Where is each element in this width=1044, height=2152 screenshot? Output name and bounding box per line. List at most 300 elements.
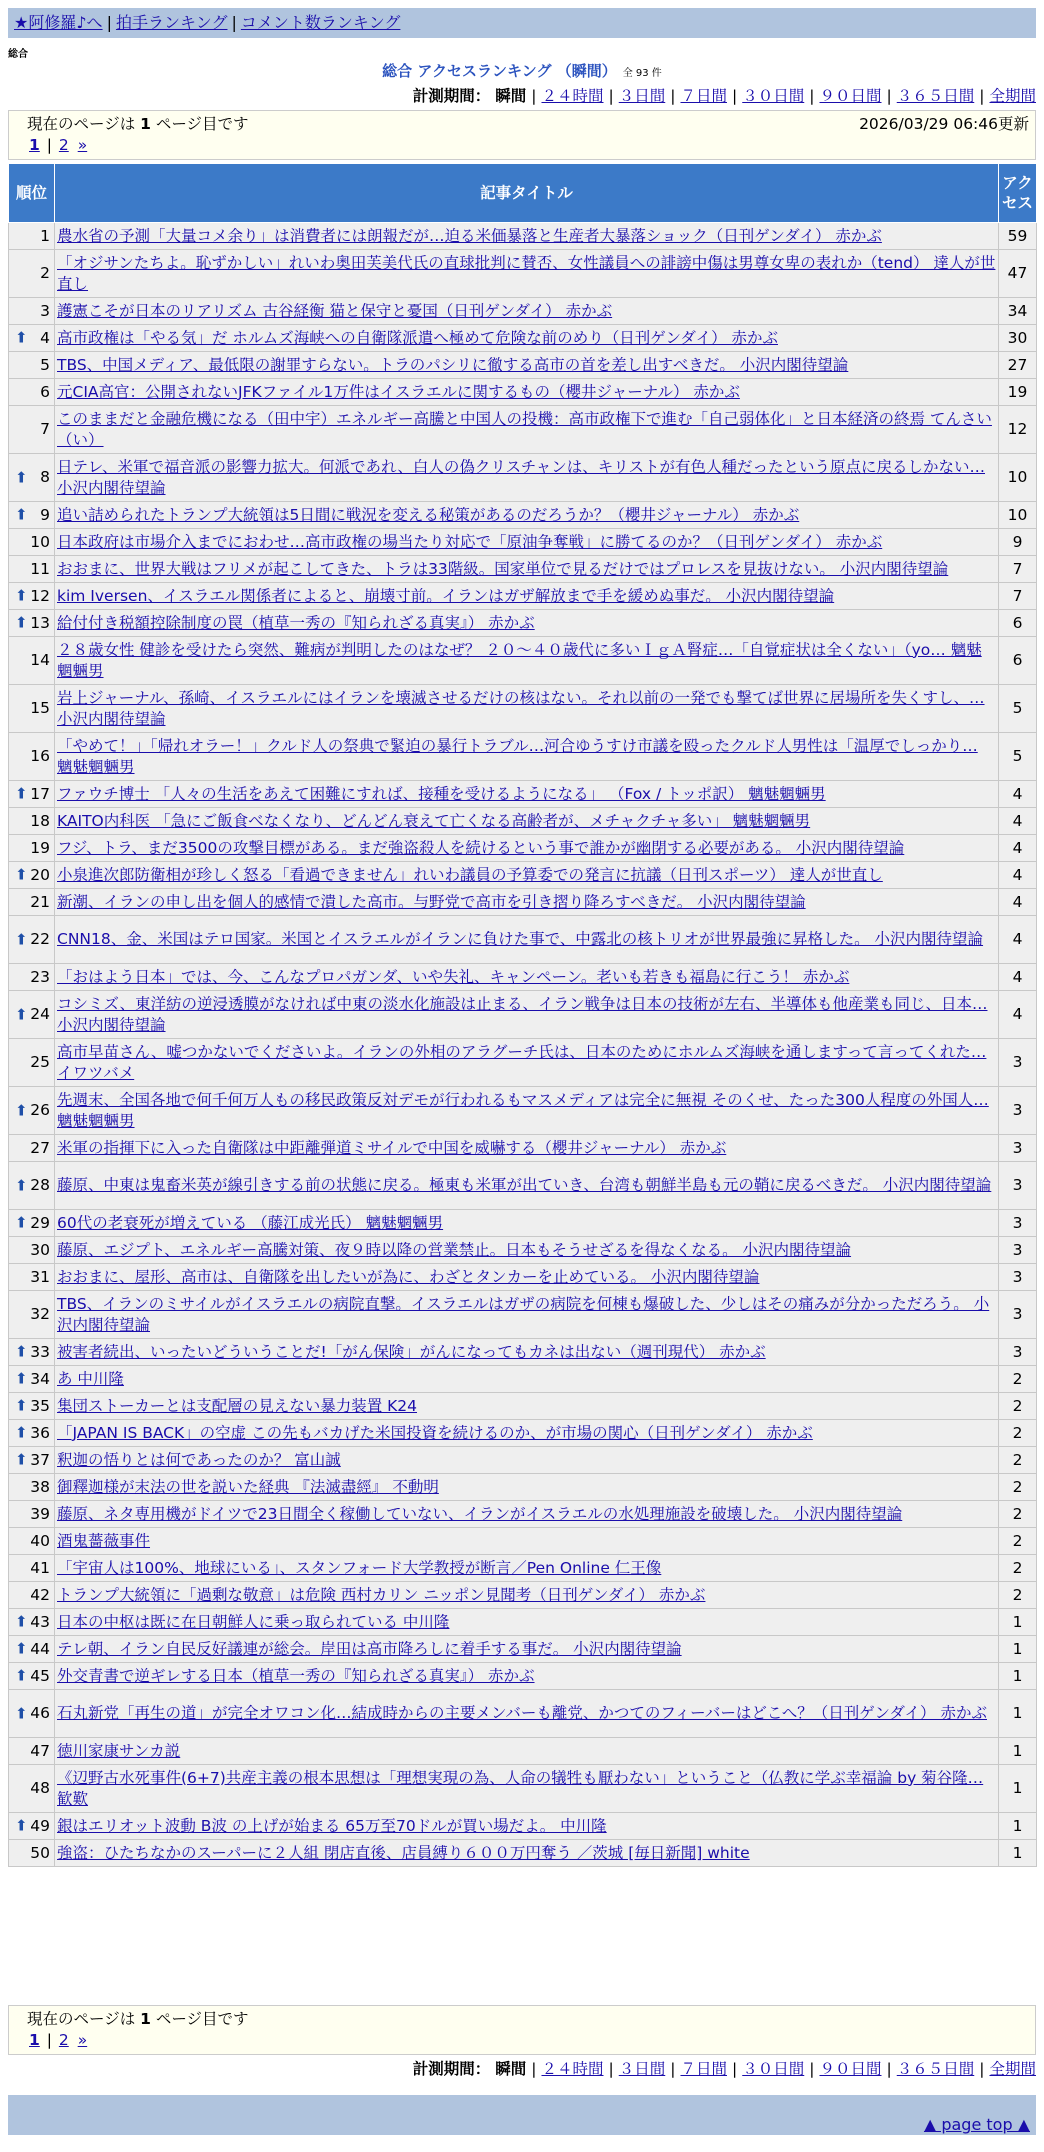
rank-cell — [9, 1447, 55, 1474]
rank-cell — [9, 1420, 55, 1447]
access-count: 1 — [999, 1738, 1037, 1765]
rank-cell — [9, 991, 55, 1039]
access-count: 1 — [999, 1663, 1037, 1690]
article-link[interactable]: 「JAPAN IS BACK」の空虚 この先もバカげた米国投資を続けるのか、が市場の関心（日刊ゲンダイ） 赤かぶ — [57, 1423, 813, 1442]
table-row — [9, 352, 1037, 379]
rank-number: 10 — [30, 532, 50, 551]
article-link[interactable]: おおまに、世界大戦はフリメが起こしてきた、トラは33階級。国家単位で見るだけではプロレスを見抜けない。 小沢内閣待望論 — [57, 559, 949, 578]
period-link-365d[interactable]: ３６５日間 — [896, 2060, 975, 2078]
up-arrow-icon: ⬆ — [15, 1176, 28, 1194]
pagination: 1 | 2 » — [29, 136, 88, 154]
table-row — [9, 406, 1037, 454]
article-link[interactable]: トランプ大統領に「過剰な敬意」は危険 西村カリン ニッポン見聞考（日刊ゲンダイ） 赤かぶ — [57, 1585, 706, 1604]
article-link[interactable]: CNN18、金、米国はテロ国家。米国とイスラエルがイランに負けた事で、中露北の核トリオが世界最強に昇格した。 小沢内閣待望論 — [57, 930, 984, 948]
access-count: 2 — [999, 1528, 1037, 1555]
table-row — [9, 529, 1037, 556]
period-link-7d[interactable]: ７日間 — [680, 2060, 727, 2078]
rank-number: 14 — [30, 651, 50, 669]
rank-cell — [9, 406, 55, 454]
rank-cell — [9, 298, 55, 325]
up-arrow-icon: ⬆ — [15, 930, 28, 948]
rank-cell — [9, 583, 55, 610]
rank-cell — [9, 862, 55, 889]
title-cell — [55, 964, 999, 991]
rank-number: 22 — [30, 930, 50, 948]
article-link[interactable]: 護憲こそが日本のリアリズム 古谷経衡 猫と保守と憂国（日刊ゲンダイ） 赤かぶ — [57, 301, 613, 320]
period-selector-bottom: 計測期間： 瞬間 | ２４時間 | ３日間 | ７日間 | ３０日間 | ９０日間 | ３６５日間 | 全期間 — [412, 2060, 1036, 2078]
article-link[interactable]: テレ朝、イラン自民反好議連が総会。岸田は高市降ろしに着手する事だ。 小沢内閣待望論 — [57, 1639, 682, 1658]
rank-cell — [9, 889, 55, 916]
title-cell — [55, 781, 999, 808]
table-header-row — [9, 164, 1037, 223]
rank-number: 41 — [30, 1558, 50, 1577]
up-arrow-icon: ⬆ — [15, 613, 28, 632]
access-count: 5 — [999, 733, 1037, 781]
title-cell — [55, 889, 999, 916]
table-row — [9, 1840, 1037, 1867]
page-link-1[interactable]: 1 — [29, 2031, 40, 2049]
title-cell — [55, 502, 999, 529]
article-link[interactable]: 日テレ、米軍で福音派の影響力拡大。何派であれ、白人の偽クリスチャンは、キリストが有色人種だったという原点に戻るしかない… 小沢内閣待望論 — [57, 457, 985, 497]
title-cell — [55, 1237, 999, 1264]
rank-number: 3 — [40, 301, 50, 320]
rank-cell — [9, 529, 55, 556]
article-link[interactable]: 小泉進次郎防衛相が珍しく怒る「看過できません」れいわ議員の予算委での発言に抗議（日刊スポーツ） 達人が世直し — [57, 865, 883, 884]
pager-bottom — [8, 2005, 1036, 2055]
page-top-link[interactable]: ▲ page top ▲ — [923, 2115, 1030, 2134]
period-link-24h[interactable]: ２４時間 — [541, 2060, 604, 2078]
title-cell — [55, 733, 999, 781]
table-row — [9, 862, 1037, 889]
title-cell — [55, 1555, 999, 1582]
rank-number: 17 — [30, 784, 50, 803]
access-count: 2 — [999, 1420, 1037, 1447]
rank-cell — [9, 556, 55, 583]
rank-number: 25 — [30, 1053, 50, 1071]
article-link[interactable]: 日本の中枢は既に在日朝鮮人に乗っ取られている 中川隆 — [57, 1612, 450, 1631]
rank-cell — [9, 1528, 55, 1555]
rank-number: 2 — [40, 264, 50, 282]
article-link[interactable]: 外交青書で逆ギレする日本（植草一秀の『知られざる真実』） 赤かぶ — [57, 1666, 535, 1685]
title-cell — [55, 325, 999, 352]
table-row — [9, 1447, 1037, 1474]
table-row — [9, 1738, 1037, 1765]
rank-number: 9 — [40, 505, 50, 524]
access-count: 3 — [999, 1135, 1037, 1162]
rank-number: 8 — [40, 468, 50, 486]
rank-number: 6 — [40, 382, 50, 401]
title-cell — [55, 406, 999, 454]
rank-number: 28 — [30, 1176, 50, 1194]
rank-number: 44 — [30, 1639, 50, 1658]
rank-number: 43 — [30, 1612, 50, 1631]
clap-ranking-link[interactable]: 拍手ランキング — [115, 13, 228, 32]
article-link[interactable]: 石丸新党「再生の道」が完全オワコン化…結成時からの主要メンバーも離党、かつてのフィーバーはどこへ？（日刊ゲンダイ） 赤かぶ — [57, 1704, 987, 1722]
rank-cell — [9, 1609, 55, 1636]
title-header: 記事タイトル — [55, 164, 999, 223]
access-count: 30 — [999, 325, 1037, 352]
article-link[interactable]: 集団ストーカーとは支配層の見えない暴力装置 K24 — [57, 1396, 418, 1415]
access-count: 4 — [999, 781, 1037, 808]
access-count: 4 — [999, 889, 1037, 916]
table-row — [9, 1690, 1037, 1738]
table-row — [9, 1393, 1037, 1420]
table-row — [9, 1582, 1037, 1609]
period-link-90d[interactable]: ９０日間 — [819, 2060, 882, 2078]
rank-cell — [9, 1162, 55, 1210]
title-cell — [55, 685, 999, 733]
rank-number: 18 — [30, 811, 50, 830]
title-cell — [55, 610, 999, 637]
article-link[interactable]: 銀はエリオット波動 B波 の上げが始まる 65万至70ドルが買い場だよ。 中川隆 — [57, 1816, 607, 1835]
access-count: 4 — [999, 808, 1037, 835]
table-row — [9, 1765, 1037, 1813]
title-cell — [55, 529, 999, 556]
access-count: 10 — [999, 502, 1037, 529]
rank-cell — [9, 1582, 55, 1609]
table-row — [9, 964, 1037, 991]
article-link[interactable]: フジ、トラ、まだ3500の攻撃目標がある。まだ強盗殺人を続けるという事で誰かが幽閉する必要がある。 小沢内閣待望論 — [57, 838, 905, 857]
article-link[interactable]: 酒鬼薔薇事件 — [57, 1531, 151, 1550]
article-link[interactable]: TBS、中国メディア、最低限の謝罪すらない。トラのパシリに徹する高市の首を差し出すべきだ。 小沢内閣待望論 — [57, 355, 849, 374]
table-row — [9, 1135, 1037, 1162]
access-count: 10 — [999, 454, 1037, 502]
period-label: 計測期間： — [412, 2060, 491, 2078]
rank-number: 30 — [30, 1240, 50, 1259]
table-row — [9, 685, 1037, 733]
period-link-90d[interactable]: ９０日間 — [819, 87, 882, 105]
rank-cell — [9, 835, 55, 862]
rank-cell — [9, 1210, 55, 1237]
up-arrow-icon: ⬆ — [15, 1704, 28, 1722]
title-cell — [55, 1291, 999, 1339]
rank-number: 37 — [30, 1450, 50, 1469]
access-count: 5 — [999, 685, 1037, 733]
period-link-24h[interactable]: ２４時間 — [541, 87, 604, 105]
table-row — [9, 1813, 1037, 1840]
period-link-3d[interactable]: ３日間 — [618, 2060, 666, 2078]
rank-number: 5 — [40, 355, 50, 374]
article-link[interactable]: 新潮、イランの申し出を個人的感情で潰した高市。与野党で高市を引き摺り降ろすべきだ。 小沢内閣待望論 — [57, 892, 806, 911]
page-title — [0, 60, 1044, 81]
access-count: 1 — [999, 1690, 1037, 1738]
ranking-table — [8, 163, 1037, 1867]
article-link[interactable]: 藤原、エジプト、エネルギー高騰対策、夜９時以降の営業禁止。日本もそうせざるを得なくなる。 小沢内閣待望論 — [57, 1240, 852, 1259]
article-link[interactable]: kim Iversen、イスラエル関係者によると、崩壊寸前。イランはガザ解放まで手を緩めぬ事だ。 小沢内閣待望論 — [57, 586, 835, 605]
rank-cell — [9, 1039, 55, 1087]
up-arrow-icon: ⬆ — [15, 1450, 28, 1469]
access-count: 47 — [999, 250, 1037, 298]
access-count: 3 — [999, 1339, 1037, 1366]
article-link[interactable]: 岩上ジャーナル、孫崎、イスラエルにはイランを壊滅させるだけの核はない。それ以前の一発でも撃てば世界に居場所を失くすし、… 小沢内閣待望論 — [57, 688, 985, 728]
article-link[interactable]: 釈迦の悟りとは何であったのか？ 富山誠 — [57, 1450, 341, 1469]
table-row — [9, 223, 1037, 250]
rank-number: 11 — [30, 559, 50, 578]
access-header: アクセス — [999, 164, 1037, 223]
access-count: 4 — [999, 964, 1037, 991]
table-row — [9, 250, 1037, 298]
access-count: 4 — [999, 835, 1037, 862]
table-row — [9, 1663, 1037, 1690]
section-label: 総合 — [8, 49, 28, 60]
up-arrow-icon: ⬆ — [15, 328, 28, 347]
rank-number: 4 — [40, 328, 50, 347]
rank-cell — [9, 1135, 55, 1162]
up-arrow-icon: ⬆ — [15, 1666, 28, 1685]
title-cell — [55, 1210, 999, 1237]
title-cell — [55, 1813, 999, 1840]
rank-number: 27 — [30, 1138, 50, 1157]
rank-number: 21 — [30, 892, 50, 911]
access-count: 6 — [999, 610, 1037, 637]
access-count: 34 — [999, 298, 1037, 325]
rank-cell — [9, 1555, 55, 1582]
title-cell — [55, 454, 999, 502]
article-link[interactable]: 「オジサンたちよ。恥ずかしい」れいわ奥田芙美代氏の直球批判に賛否、女性議員への誹謗中傷は男尊女卑の表れか（tend） 達人が世直し — [57, 253, 996, 293]
page-link-1[interactable]: 1 — [29, 136, 40, 154]
article-link[interactable]: 先週末、全国各地で何千何万人もの移民政策反対デモが行われるもマスメディアは完全に無視 そのくせ、たった300人程度の外国人… 魑魅魍魎男 — [57, 1090, 989, 1130]
table-row — [9, 637, 1037, 685]
title-cell — [55, 1738, 999, 1765]
page-next-link[interactable]: » — [77, 2031, 88, 2049]
rank-cell — [9, 685, 55, 733]
pager-top — [8, 110, 1036, 160]
table-row — [9, 1366, 1037, 1393]
article-link[interactable]: TBS、イランのミサイルがイスラエルの病院直撃。イスラエルはガザの病院を何棟も爆破した、少しはその痛みが分かっただろう。 小沢内閣待望論 — [57, 1294, 990, 1334]
rank-number: 36 — [30, 1423, 50, 1442]
title-cell — [55, 1765, 999, 1813]
rank-number: 32 — [30, 1305, 50, 1323]
page-link-2[interactable]: 2 — [58, 136, 69, 154]
article-link[interactable]: 元CIA高官：公開されないJFKファイル1万件はイスラエルに関するもの（櫻井ジャーナル） 赤かぶ — [57, 382, 740, 401]
up-arrow-icon: ⬆ — [15, 865, 28, 884]
period-link-all[interactable]: 全期間 — [989, 2060, 1036, 2078]
table-row — [9, 1339, 1037, 1366]
comment-ranking-link[interactable]: コメント数ランキング — [240, 13, 401, 32]
table-row — [9, 556, 1037, 583]
table-row — [9, 502, 1037, 529]
access-count: 2 — [999, 1366, 1037, 1393]
access-count: 7 — [999, 556, 1037, 583]
title-cell — [55, 1663, 999, 1690]
article-link[interactable]: このままだと金融危機になる（田中宇）エネルギー高騰と中国人の投機：高市政権下で進む「自己弱体化」と日本経済の終焉 てんさい（い） — [57, 409, 992, 449]
period-current: 瞬間 — [495, 2060, 527, 2078]
access-count: 2 — [999, 1393, 1037, 1420]
article-link[interactable]: 「おはよう日本」では、今、こんなプロパガンダ、いや失礼、キャンペーン。老いも若きも福島に行こう！ 赤かぶ — [57, 967, 850, 986]
rank-number: 38 — [30, 1477, 50, 1496]
period-link-all[interactable]: 全期間 — [989, 87, 1036, 105]
table-row — [9, 1420, 1037, 1447]
up-arrow-icon: ⬆ — [15, 1639, 28, 1658]
period-link-30d[interactable]: ３０日間 — [742, 2060, 805, 2078]
article-link[interactable]: ファウチ博士 「人々の生活をあえて困難にすれば、接種を受けるようになる」 （Fox / トッポ訳） 魑魅魍魎男 — [57, 784, 826, 803]
rank-cell — [9, 916, 55, 964]
table-row — [9, 781, 1037, 808]
rank-number: 1 — [40, 226, 50, 245]
up-arrow-icon: ⬆ — [15, 1369, 28, 1388]
article-link[interactable]: 高市政権は「やる気」だ ホルムズ海峡への自衛隊派遣へ極めて危険な前のめり（日刊ゲンダイ） 赤かぶ — [57, 328, 778, 347]
bottom-bar — [8, 2095, 1036, 2135]
article-link[interactable]: 農水省の予測「大量コメ余り」は消費者には朗報だが…迫る米価暴落と生産者大暴落ショック（日刊ゲンダイ） 赤かぶ — [57, 226, 882, 245]
rank-cell — [9, 1339, 55, 1366]
table-row — [9, 583, 1037, 610]
rank-number: 33 — [30, 1342, 50, 1361]
article-link[interactable]: KAITO内科医 「急にご飯食べなくなり、どんどん衰えて亡くなる高齢者が、メチャクチャ多い」 魑魅魍魎男 — [57, 811, 811, 830]
up-arrow-icon: ⬆ — [15, 586, 28, 605]
access-count: 12 — [999, 406, 1037, 454]
home-link[interactable]: ★阿修羅♪へ — [14, 13, 103, 32]
rank-number: 24 — [30, 1005, 50, 1023]
table-row — [9, 835, 1037, 862]
access-count: 3 — [999, 1210, 1037, 1237]
access-count: 2 — [999, 1555, 1037, 1582]
nav-separator: | — [231, 13, 237, 32]
rank-cell — [9, 637, 55, 685]
title-cell — [55, 1501, 999, 1528]
rank-cell — [9, 325, 55, 352]
article-link[interactable]: 強盗：ひたちなかのスーパーに２人組 閉店直後、店員縛り６００万円奪う ／茨城 [毎日新聞] white — [57, 1843, 750, 1862]
access-count: 6 — [999, 637, 1037, 685]
rank-cell — [9, 808, 55, 835]
title-cell — [55, 1135, 999, 1162]
rank-number: 31 — [30, 1267, 50, 1286]
table-row — [9, 1087, 1037, 1135]
title-cell — [55, 1366, 999, 1393]
article-link[interactable]: 60代の老衰死が増えている （藤江成光氏） 魑魅魍魎男 — [57, 1213, 444, 1232]
ranking-title: 総合 アクセスランキング （瞬間） — [382, 62, 617, 80]
table-row — [9, 1501, 1037, 1528]
total-count: 全 93 件 — [622, 68, 662, 79]
rank-cell — [9, 1366, 55, 1393]
rank-cell — [9, 1237, 55, 1264]
rank-number: 46 — [30, 1704, 50, 1722]
access-count: 3 — [999, 1264, 1037, 1291]
title-cell — [55, 1162, 999, 1210]
rank-cell — [9, 1636, 55, 1663]
table-row — [9, 889, 1037, 916]
access-count: 1 — [999, 1765, 1037, 1813]
table-row — [9, 1237, 1037, 1264]
rank-number: 29 — [30, 1213, 50, 1232]
page-next-link[interactable]: » — [77, 136, 88, 154]
pagination: 1 | 2 » — [29, 2031, 88, 2049]
title-cell — [55, 1690, 999, 1738]
rank-cell — [9, 1813, 55, 1840]
article-link[interactable]: 追い詰められたトランプ大統領は5日間に戦況を変える秘策があるのだろうか？（櫻井ジャーナル） 赤かぶ — [57, 505, 800, 524]
period-link-30d[interactable]: ３０日間 — [742, 87, 805, 105]
rank-cell — [9, 1474, 55, 1501]
rank-number: 23 — [30, 967, 50, 986]
access-count: 2 — [999, 1447, 1037, 1474]
current-page-text: 現在のページは 1 ページ目です — [27, 2010, 249, 2028]
up-arrow-icon: ⬆ — [15, 1005, 28, 1023]
up-arrow-icon: ⬆ — [15, 468, 28, 486]
rank-number: 47 — [30, 1741, 50, 1760]
title-cell — [55, 1087, 999, 1135]
table-row — [9, 1636, 1037, 1663]
rank-cell — [9, 1765, 55, 1813]
rank-number: 13 — [30, 613, 50, 632]
access-count: 4 — [999, 862, 1037, 889]
nav-separator: | — [106, 13, 112, 32]
rank-number: 42 — [30, 1585, 50, 1604]
title-cell — [55, 991, 999, 1039]
table-row — [9, 379, 1037, 406]
rank-number: 20 — [30, 865, 50, 884]
rank-cell — [9, 733, 55, 781]
title-cell — [55, 808, 999, 835]
article-link[interactable]: おおまに、屋形、高市は、自衛隊を出したいが為に、わざとタンカーを止めている。 小沢内閣待望論 — [57, 1267, 760, 1286]
rank-cell — [9, 610, 55, 637]
access-count: 3 — [999, 1039, 1037, 1087]
article-link[interactable]: 「宇宙人は100%、地球にいる」、スタンフォード大学教授が断言／Pen Online 仁王像 — [57, 1558, 662, 1577]
rank-cell — [9, 1291, 55, 1339]
title-cell — [55, 556, 999, 583]
table-row — [9, 298, 1037, 325]
article-link[interactable]: コシミズ、東洋紡の逆浸透膜がなければ中東の淡水化施設は止まる、イラン戦争は日本の技術が左右、半導体も他産業も同じ、日本… 小沢内閣待望論 — [57, 994, 988, 1034]
article-link[interactable]: 御釋迦様が末法の世を説いた経典 『法滅盡經』 不動明 — [57, 1477, 439, 1496]
title-cell — [55, 1528, 999, 1555]
rank-cell — [9, 781, 55, 808]
up-arrow-icon: ⬆ — [15, 505, 28, 524]
article-link[interactable]: 《辺野古水死事件(6+7)共産主義の根本思想は「理想実現の為、人命の犠牲も厭わない」ということ（仏教に学ぶ幸福論 by 菊谷隆… 歓歎 — [57, 1768, 984, 1808]
period-label: 計測期間： — [412, 87, 491, 105]
rank-cell — [9, 223, 55, 250]
table-row — [9, 1528, 1037, 1555]
up-arrow-icon: ⬆ — [15, 1612, 28, 1631]
article-link[interactable]: 米軍の指揮下に入った自衛隊は中距離弾道ミサイルで中国を威嚇する（櫻井ジャーナル） 赤かぶ — [57, 1138, 727, 1157]
table-row — [9, 1291, 1037, 1339]
title-cell — [55, 835, 999, 862]
title-cell — [55, 1447, 999, 1474]
article-link[interactable]: 徳川家康サンカ説 — [57, 1741, 181, 1760]
title-cell — [55, 1582, 999, 1609]
period-link-7d[interactable]: ７日間 — [680, 87, 727, 105]
article-link[interactable]: 給付付き税額控除制度の罠（植草一秀の『知られざる真実』） 赤かぶ — [57, 613, 535, 632]
rank-cell — [9, 502, 55, 529]
rank-cell — [9, 1264, 55, 1291]
access-count: 27 — [999, 352, 1037, 379]
article-link[interactable]: 日本政府は市場介入までにおわせ…高市政権の場当たり対応で「原油争奪戦」に勝てるのか？（日刊ゲンダイ） 赤かぶ — [57, 532, 883, 551]
title-cell — [55, 1636, 999, 1663]
period-selector-top: 計測期間： 瞬間 | ２４時間 | ３日間 | ７日間 | ３０日間 | ９０日間 | ３６５日間 | 全期間 — [412, 87, 1036, 105]
rank-number: 49 — [30, 1816, 50, 1835]
title-cell — [55, 1840, 999, 1867]
period-link-365d[interactable]: ３６５日間 — [896, 87, 975, 105]
article-link[interactable]: あ 中川隆 — [57, 1369, 124, 1388]
rank-number: 35 — [30, 1396, 50, 1415]
article-link[interactable]: 高市早苗さん、嘘つかないでくださいよ。イランの外相のアラグーチ氏は、日本のためにホルムズ海峡を通しますって言ってくれた… イワツバメ — [57, 1042, 987, 1082]
title-cell — [55, 1339, 999, 1366]
rank-cell — [9, 1738, 55, 1765]
article-link[interactable]: 被害者続出、いったいどういうことだ!「がん保険」がんになってもカネは出ない（週刊現代） 赤かぶ — [57, 1342, 766, 1361]
period-link-3d[interactable]: ３日間 — [618, 87, 666, 105]
rank-number: 15 — [30, 699, 50, 717]
article-link[interactable]: 藤原、ネタ専用機がドイツで23日間全く稼働していない、イランがイスラエルの水処理施設を破壊した。 小沢内閣待望論 — [57, 1504, 903, 1523]
rank-cell — [9, 379, 55, 406]
up-arrow-icon: ⬆ — [15, 784, 28, 803]
article-link[interactable]: ２８歳女性 健診を受けたら突然、難病が判明したのはなぜ？ ２０～４０歳代に多いＩｇＡ腎症…「自覚症状は全くない」（yo… 魑魅魍魎男 — [57, 640, 982, 680]
table-row — [9, 1555, 1037, 1582]
article-link[interactable]: 「やめて！」「帰れオラー！」クルド人の祭典で緊迫の暴行トラブル…河合ゆうすけ市議を殴ったクルド人男性は「温厚でしっかり… 魑魅魍魎男 — [57, 736, 978, 776]
access-count: 3 — [999, 1087, 1037, 1135]
title-cell — [55, 352, 999, 379]
article-link[interactable]: 藤原、中東は鬼畜米英が線引きする前の状態に戻る。極東も米軍が出ていき、台湾も朝鮮半島も元の鞘に戻るべきだ。 小沢内閣待望論 — [57, 1176, 992, 1194]
rank-number: 50 — [30, 1843, 50, 1862]
page-link-2[interactable]: 2 — [58, 2031, 69, 2049]
access-count: 3 — [999, 1237, 1037, 1264]
title-cell — [55, 1264, 999, 1291]
